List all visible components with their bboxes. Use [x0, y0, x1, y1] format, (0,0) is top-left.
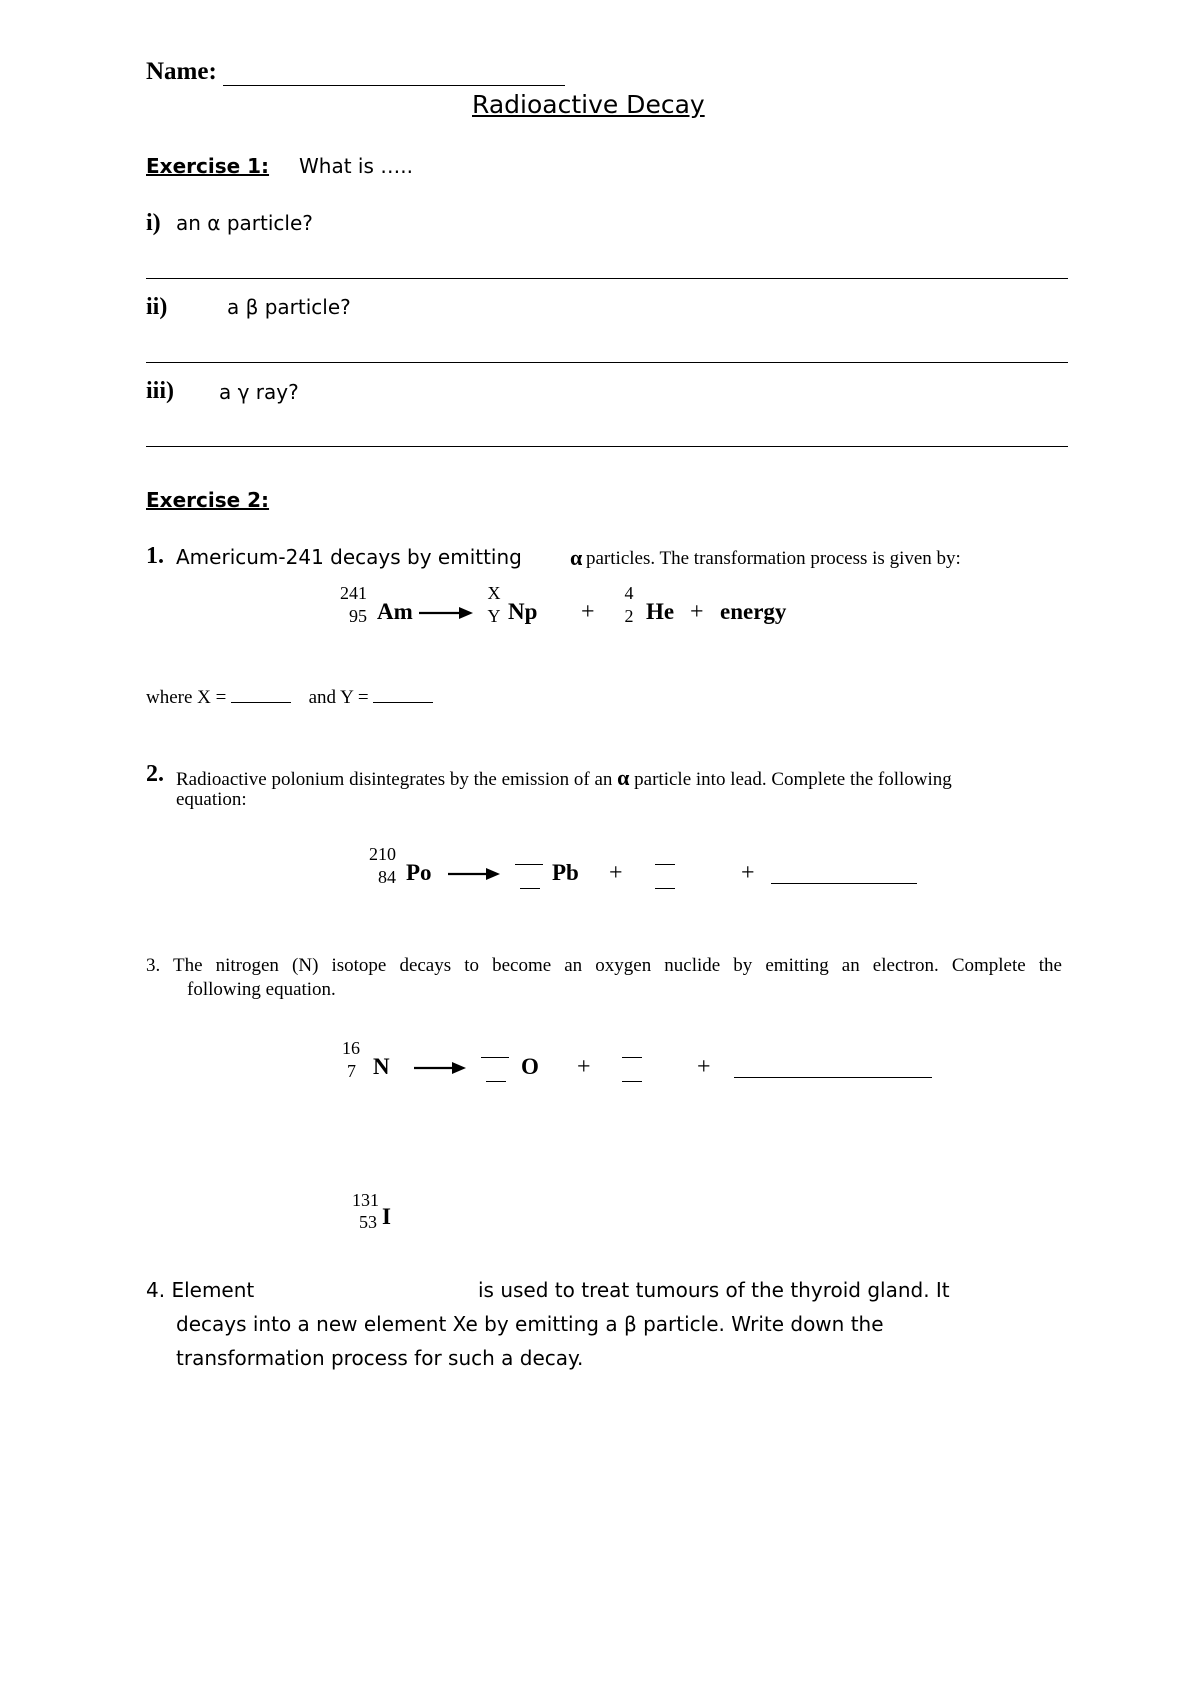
- po-atomic-number: 84: [378, 867, 396, 887]
- q3-line1: 3. The nitrogen (N) isotope decays to become an oxygen nuclide by emitting an electron. Complete the: [146, 955, 1062, 976]
- iodine-symbol: I: [382, 1204, 391, 1229]
- q2-plus-2: +: [741, 860, 755, 886]
- po-symbol: Po: [406, 860, 432, 885]
- q3-plus-1: +: [577, 1054, 591, 1080]
- electron-mass-blank[interactable]: [622, 1057, 642, 1058]
- iodine-atomic-number: 53: [359, 1212, 377, 1232]
- q1-text-part2: particles. The transformation process is given by:: [586, 548, 961, 569]
- pb-symbol: Pb: [552, 860, 579, 885]
- o-mass-blank[interactable]: [481, 1057, 509, 1058]
- q2-alpha-symbol: α: [617, 765, 630, 790]
- he-symbol: He: [646, 599, 675, 624]
- page-title: Radioactive Decay: [472, 90, 705, 119]
- exercise1-heading: Exercise 1:: [146, 154, 270, 178]
- np-mass-number: X: [487, 583, 501, 603]
- where-x-label: where X =: [146, 687, 227, 708]
- q1-answer-row: [146, 687, 433, 709]
- particle-mass-blank[interactable]: [655, 864, 675, 865]
- q3-plus-2: +: [697, 1054, 711, 1080]
- o-atomic-blank[interactable]: [486, 1081, 506, 1082]
- q4-line2: decays into a new element Xe by emitting a β particle. Write down the: [176, 1312, 884, 1336]
- item-iii-number: iii): [146, 378, 174, 404]
- q1-plus-2: +: [690, 599, 704, 625]
- q3-product-blank[interactable]: [734, 1077, 932, 1078]
- name-blank-line: [223, 85, 565, 86]
- q2-right-arrow-icon: [448, 867, 500, 881]
- item-i-text: an α particle?: [176, 211, 313, 235]
- q2-line1: [176, 765, 952, 791]
- he-mass-number: 4: [624, 583, 634, 603]
- exercise2-heading: Exercise 2:: [146, 488, 270, 512]
- q3-right-arrow-icon: [414, 1061, 466, 1075]
- answer-line-iii: [146, 446, 1068, 447]
- q2-plus-1: +: [609, 860, 623, 886]
- n-mass-number: 16: [342, 1038, 360, 1058]
- q4-line1-part2: is used to treat tumours of the thyroid gland. It: [478, 1278, 950, 1302]
- q1-plus-1: +: [581, 599, 595, 625]
- and-y-label: and Y =: [308, 687, 369, 708]
- am-symbol: Am: [377, 599, 413, 624]
- o-symbol: O: [521, 1054, 539, 1079]
- q2-product-blank[interactable]: [771, 883, 917, 884]
- he-atomic-number: 2: [624, 606, 634, 626]
- q4-line1-part1: 4. Element: [146, 1278, 255, 1302]
- answer-line-i: [146, 278, 1068, 279]
- exercise1-prompt: What is …..: [299, 154, 413, 178]
- am-atomic-number: 95: [349, 606, 367, 626]
- y-answer-blank[interactable]: [373, 702, 433, 703]
- electron-atomic-blank[interactable]: [622, 1081, 642, 1082]
- item-ii-text: a β particle?: [227, 295, 351, 319]
- q1-alpha-symbol: α: [570, 545, 583, 570]
- n-symbol: N: [373, 1054, 390, 1079]
- energy-term: energy: [720, 599, 787, 624]
- q1-number: 1.: [146, 543, 164, 569]
- np-symbol: Np: [508, 599, 538, 624]
- np-atomic-number: Y: [487, 606, 501, 626]
- item-ii-number: ii): [146, 294, 168, 320]
- n-atomic-number: 7: [347, 1061, 356, 1081]
- q2-number: 2.: [146, 761, 164, 787]
- q1-right-arrow-icon: [419, 606, 473, 620]
- pb-mass-blank[interactable]: [515, 864, 543, 865]
- x-answer-blank[interactable]: [231, 702, 291, 703]
- item-i-number: i): [146, 210, 161, 236]
- item-iii-text: a γ ray?: [219, 380, 299, 404]
- q2-line1-part1: Radioactive polonium disintegrates by the emission of an: [176, 769, 613, 790]
- po-mass-number: 210: [369, 844, 396, 864]
- name-label: Name:: [146, 58, 217, 85]
- q2-line1-part2: particle into lead. Complete the following: [634, 769, 952, 790]
- q2-line2: equation:: [176, 789, 247, 810]
- iodine-mass-number: 131: [352, 1190, 379, 1210]
- q4-line3: transformation process for such a decay.: [176, 1346, 584, 1370]
- q3-line2: following equation.: [187, 979, 336, 1000]
- answer-line-ii: [146, 362, 1068, 363]
- particle-atomic-blank[interactable]: [655, 888, 675, 889]
- am-mass-number: 241: [340, 583, 367, 603]
- q1-text-part1: Americum-241 decays by emitting: [176, 545, 522, 569]
- pb-atomic-blank[interactable]: [520, 888, 540, 889]
